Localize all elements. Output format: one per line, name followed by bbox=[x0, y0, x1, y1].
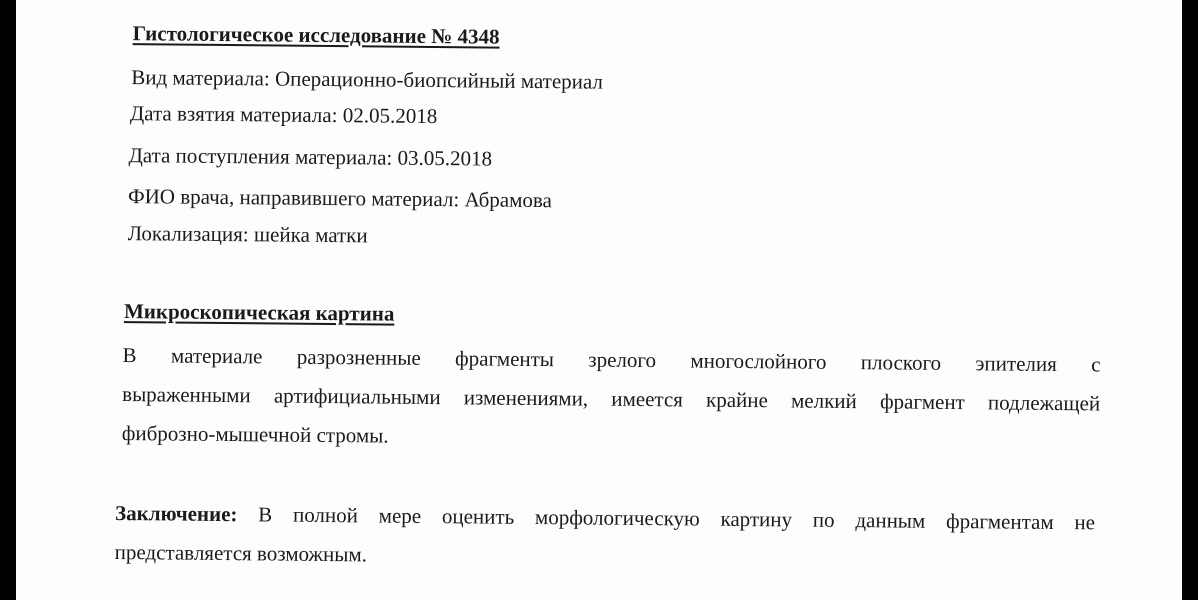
conclusion-text: В полной мере оценить морфологическую картину по данным фрагментам не bbox=[258, 502, 1096, 535]
field-label: ФИО врача, направившего материал bbox=[128, 184, 454, 212]
field-label: Локализация bbox=[127, 221, 243, 247]
field-value: шейка матки bbox=[253, 222, 368, 248]
field-material-type: Вид материала: Операционно-биопсийный материал bbox=[131, 65, 604, 94]
document-page bbox=[16, 0, 1182, 600]
field-receipt-date: Дата поступления материала: 03.05.2018 bbox=[128, 143, 493, 171]
microscopy-line: В материале разрозненные фрагменты зрелого многослойного плоского эпителия с bbox=[122, 343, 1101, 377]
field-label: Вид материала bbox=[131, 65, 265, 91]
field-value: 02.05.2018 bbox=[342, 103, 438, 129]
conclusion-section bbox=[115, 494, 1096, 581]
field-value: 03.05.2018 bbox=[397, 145, 493, 171]
report-title: Гистологическое исследование № 4348 bbox=[132, 21, 500, 49]
field-label: Дата взятия материала bbox=[129, 101, 332, 128]
field-value: Операционно-биопсийный материал bbox=[274, 66, 604, 94]
microscopy-heading: Микроскопическая картина bbox=[123, 299, 395, 326]
field-label: Дата поступления материала bbox=[128, 143, 387, 170]
microscopy-line: фиброзно-мышечной стромы. bbox=[121, 421, 389, 448]
field-value: Абрамова bbox=[464, 187, 553, 213]
field-localization: Локализация: шейка матки bbox=[127, 221, 368, 248]
field-referring-doctor: ФИО врача, направившего материал: Абрамова bbox=[128, 184, 553, 213]
histology-report bbox=[16, 0, 1182, 600]
conclusion-label: Заключение: bbox=[114, 500, 238, 527]
field-collection-date: Дата взятия материала: 02.05.2018 bbox=[129, 101, 438, 129]
microscopy-line: выраженными артифициальными изменениями, имеется крайне мелкий фрагмент подлежащей bbox=[122, 382, 1101, 416]
conclusion-line: представляется возможным. bbox=[114, 539, 368, 567]
microscopy-text bbox=[122, 336, 1101, 462]
